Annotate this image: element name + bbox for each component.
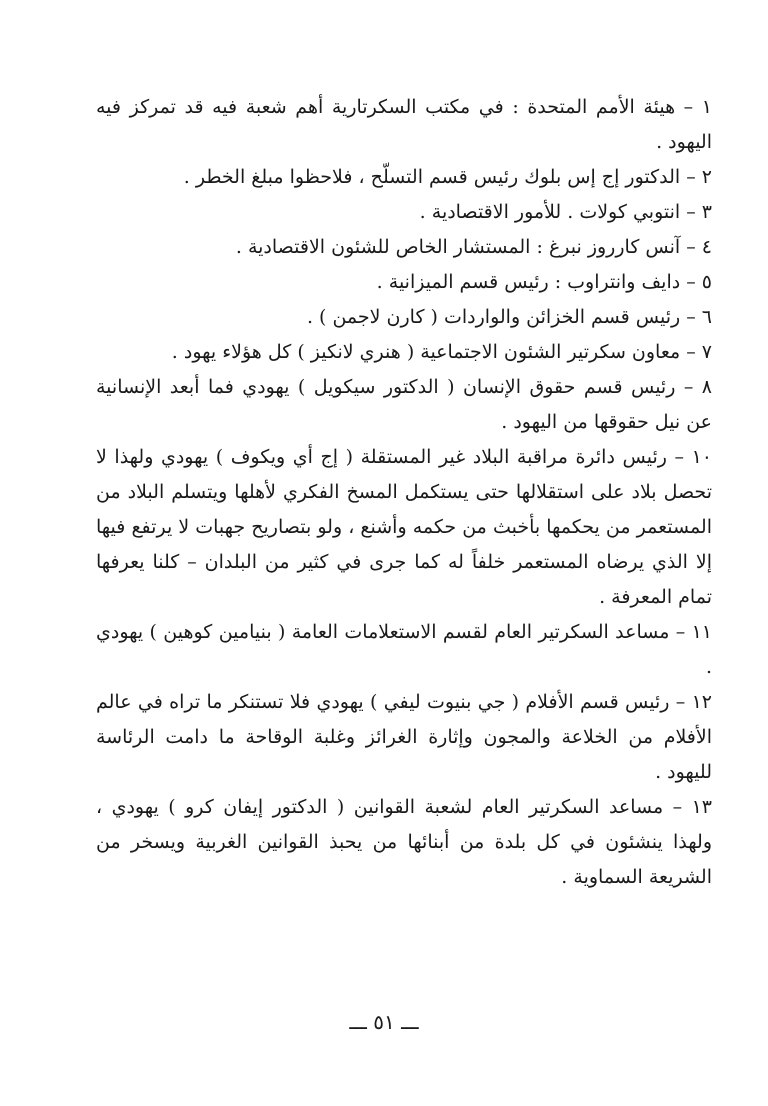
paragraph-2: ٢ – الدكتور إج إس بلوك رئيس قسم التسلّح ، فلاحظوا مبلغ الخطر . — [183, 166, 712, 188]
paragraph-11: ١١ – مساعد السكرتير العام لقسم الاستعلامات العامة ( بنيامين كوهين ) يهودي . — [96, 621, 712, 678]
paragraph-4: ٤ – آنس كارروز نبرغ : المستشار الخاص للشئون الاقتصادية . — [235, 236, 712, 258]
paragraph-12: ١٢ – رئيس قسم الأفلام ( جي بنيوت ليفي ) يهودي فلا تستنكر ما تراه في عالم الأفلام من الخلاعة والمجون وإثارة الغرائز وغلبة الوقاحة ما دامت الرئاسة لليهود . — [96, 691, 712, 783]
paragraph-3: ٣ – انتوبي كولات . للأمور الاقتصادية . — [419, 201, 712, 223]
page-number: ـــ ٥١ ـــ — [349, 1010, 419, 1034]
paragraph-10: ١٠ – رئيس دائرة مراقبة البلاد غير المستقلة ( إج أي ويكوف ) يهودي ولهذا لا تحصل بلاد على استقلالها حتى يستكمل المسخ الفكري لأهلها ويتسلم البلاد من المستعمر من يحكمها بأخبث من حكمه وأشنع ، ولو بتصاريح جهبات لا يرتفع فيها إلا الذي يرضاه المستعمر خلفاً له كما جرى في كثير من البلدان – كلنا يعرفها تمام المعرفة . — [96, 446, 712, 608]
paragraph-6: ٦ – رئيس قسم الخزائن والواردات ( كارن لاجمن ) . — [306, 306, 712, 328]
paragraph-13: ١٣ – مساعد السكرتير العام لشعبة القوانين ( الدكتور إيفان كرو ) يهودي ، ولهذا ينشئون في كل بلدة من أبنائها من يحبذ القوانين الغربية ويسخر من الشريعة السماوية . — [96, 796, 712, 888]
paragraph-1: ١ – هيئة الأمم المتحدة : في مكتب السكرتارية أهم شعبة فيه قد تمركز فيه اليهود . — [96, 96, 712, 153]
paragraph-7: ٧ – معاون سكرتير الشئون الاجتماعية ( هنري لانكيز ) كل هؤلاء يهود . — [171, 341, 712, 363]
paragraph-8: ٨ – رئيس قسم حقوق الإنسان ( الدكتور سيكويل ) يهودي فما أبعد الإنسانية عن نيل حقوقها من اليهود . — [96, 376, 712, 433]
body-text — [96, 90, 712, 895]
paragraph-5: ٥ – دايف وانتراوب : رئيس قسم الميزانية . — [376, 271, 712, 293]
